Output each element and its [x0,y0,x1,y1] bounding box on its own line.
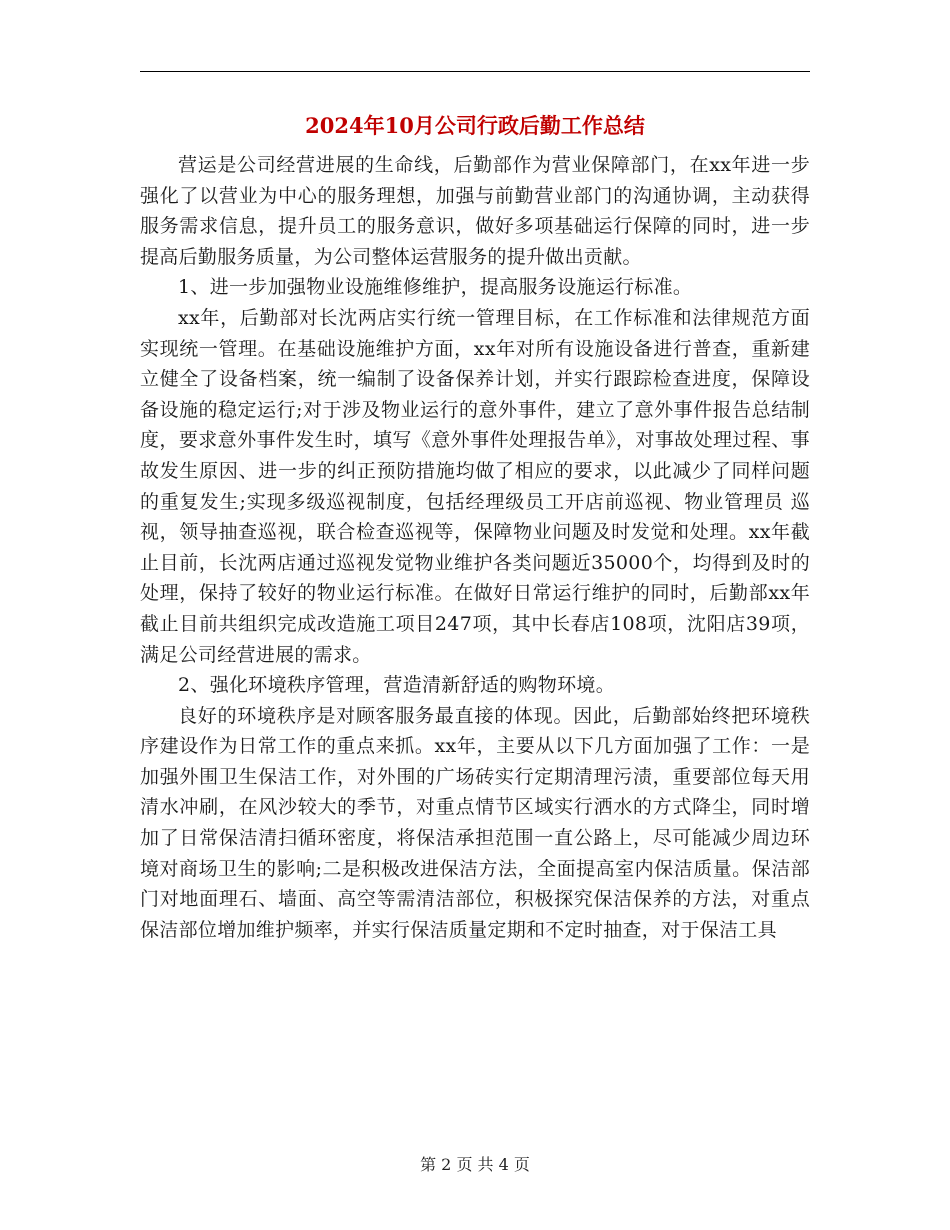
page-number-footer: 第 2 页 共 4 页 [420,1155,530,1174]
section-heading-1: 1、进一步加强物业设施维修维护，提高服务设施运行标准。 [178,276,693,299]
paragraph-environment-order: 良好的环境秩序是对顾客服务最直接的体现。因此，后勤部始终把环境秩序建设作为日常工作的重点来抓。xx年，主要从以下几方面加强了工作：一是加强外围卫生保洁工作，对外围的广场砖实行定期清理污渍，重要部位每天用清水冲刷，在风沙较大的季节，对重点情节区域实行洒水的方式降尘，同时增加了日常保洁清扫循环密度，将保洁承担范围一直公路上，尽可能减少周边环境对商场卫生的影响;二是积极改进保洁方法，全面提高室内保洁质量。保洁部门对地面理石、墙面、高空等需清洁部位，积极探究保洁保养的方法，对重点保洁部位增加维护频率，并实行保洁质量定期和不定时抽查，对于保洁工具 [140,704,810,941]
document-title: 2024年10月公司行政后勤工作总结 [305,113,645,138]
section-heading-2: 2、强化环境秩序管理，营造清新舒适的购物环境。 [178,674,615,697]
paragraph-facility-maintenance: xx年，后勤部对长沈两店实行统一管理目标，在工作标准和法律规范方面实现统一管理。在基础设施维护方面，xx年对所有设施设备进行普查，重新建立健全了设备档案，统一编制了设备保养计划，并实行跟踪检查进度，保障设备设施的稳定运行;对于涉及物业运行的意外事件，建立了意外事件报告总结制度，要求意外事件发生时，填写《意外事件处理报告单》，对事故处理过程、事故发生原因、进一步的纠正预防措施均做了相应的要求，以此减少了同样问题的重复发生;实现多级巡视制度，包括经理级员工开店前巡视、物业管理员 巡视，领导抽查巡视，联合检查巡视等，保障物业问题及时发觉和处理。xx年截止目前，长沈两店通过巡视发觉物业维护各类问题近35000个，均得到及时的处理，保持了较好的物业运行标准。在做好日常运行维护的同时，后勤部xx年截止目前共组织完成改造施工项目247项，其中长春店108项，沈阳店39项，满足公司经营进展的需求。 [140,306,810,666]
header-rule [140,71,810,72]
paragraph-intro: 营运是公司经营进展的生命线，后勤部作为营业保障部门，在xx年进一步强化了以营业为中心的服务理想，加强与前勤营业部门的沟通协调，主动获得服务需求信息，提升员工的服务意识，做好多项基础运行保障的同时，进一步提高后勤服务质量，为公司整体运营服务的提升做出贡献。 [140,154,810,268]
document-body [140,150,810,945]
